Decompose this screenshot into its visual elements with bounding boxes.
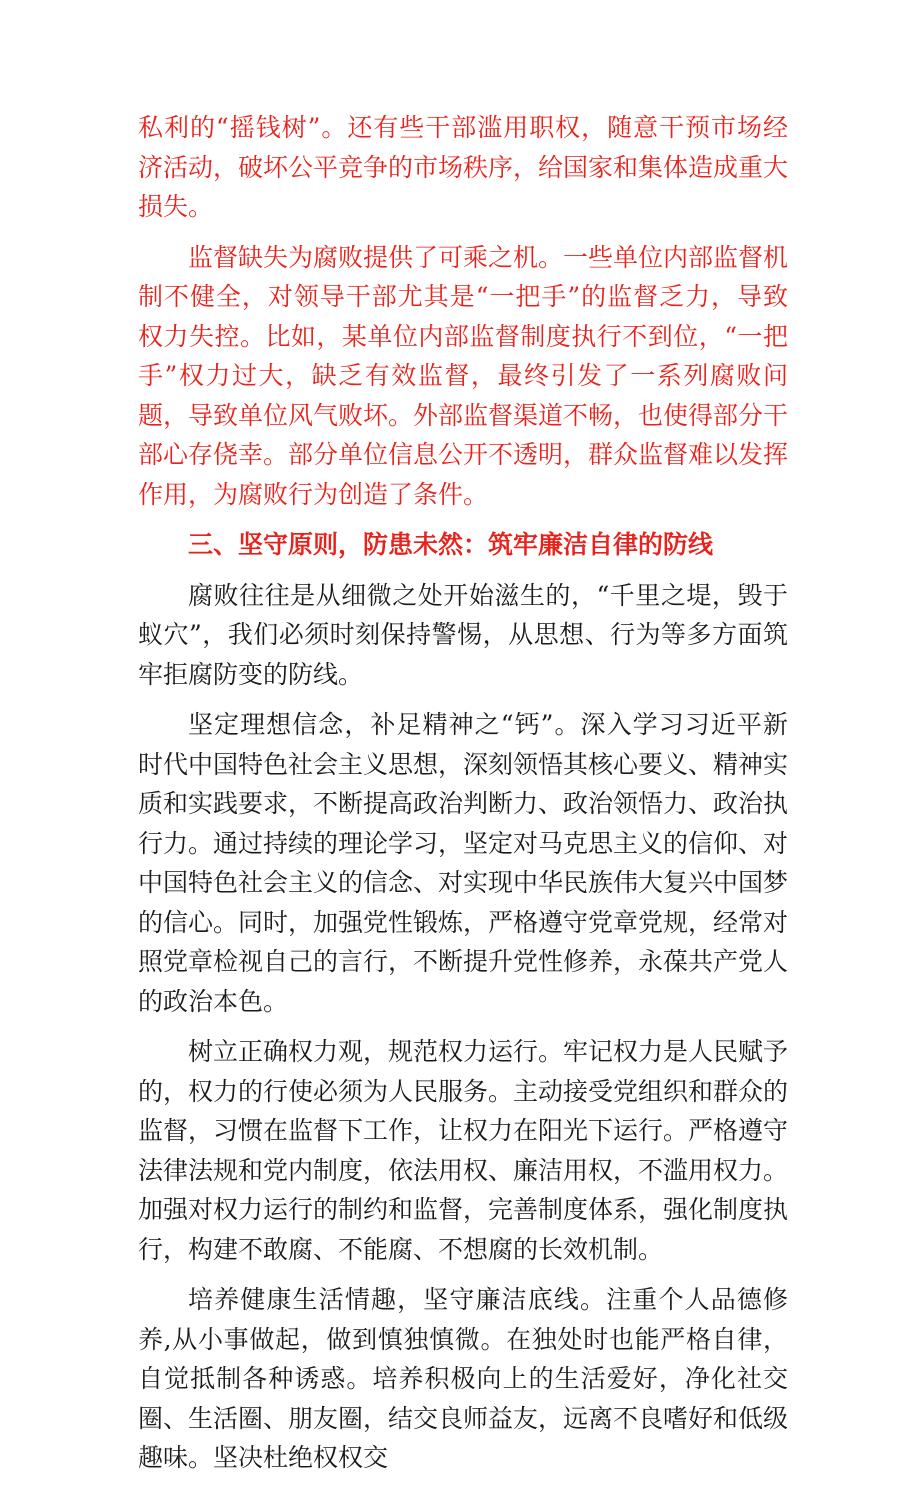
document-body: [138, 108, 788, 1489]
paragraph-supervision-gap: 监督缺失为腐败提供了可乘之机。一些单位内部监督机制不健全，对领导干部尤其是“一把手”的监督乏力，导致权力失控。比如，某单位内部监督制度执行不到位，“一把手”权力过大，缺乏有效监督，最终引发了一系列腐败问题，导致单位风气败坏。外部监督渠道不畅，也使得部分干部心存侥幸。部分单位信息公开不透明，群众监督难以发挥作用，为腐败行为创造了条件。: [138, 242, 789, 509]
paragraph-healthy-life: 培养健康生活情趣，坚守廉洁底线。注重个人品德修养,从小事做起，做到慎独慎微。在独处时也能严格自律，自觉抵制各种诱惑。培养积极向上的生活爱好，净化社交圈、生活圈、朋友圈，结交良师益友，远离不良嗜好和低级趣味。坚决杜绝权权交: [138, 1285, 789, 1472]
section-heading: 三、坚守原则，防患未然：筑牢廉洁自律的防线: [188, 530, 714, 559]
paragraph-prevention-intro: 腐败往往是从细微之处开始滋生的，“千里之堤，毁于蚁穴”，我们必须时刻保持警惕，从思想、行为等多方面筑牢拒腐防变的防线。: [138, 580, 788, 689]
paragraph-ideals-beliefs: 坚定理想信念，补足精神之“钙”。深入学习习近平新时代中国特色社会主义思想，深刻领悟其核心要义、精神实质和实践要求，不断提高政治判断力、政治领悟力、政治执行力。通过持续的理论学习，坚定对马克思主义的信仰、对中国特色社会主义的信念、对实现中华民族伟大复兴中国梦的信心。同时，加强党性锻炼，严格遵守党章党规，经常对照党章检视自己的言行，不断提升党性修养，永葆共产党人的政治本色。: [138, 710, 789, 1016]
paragraph-power-view: 树立正确权力观，规范权力运行。牢记权力是人民赋予的，权力的行使必须为人民服务。主动接受党组织和群众的监督，习惯在监督下工作，让权力在阳光下运行。严格遵守法律法规和党内制度，依法用权、廉洁用权，不滥用权力。加强对权力运行的制约和监督，完善制度体系，强化制度执行，构建不敢腐、不能腐、不想腐的长效机制。: [138, 1037, 789, 1264]
paragraph-continuation: 私利的“摇钱树”。还有些干部滥用职权，随意干预市场经济活动，破坏公平竞争的市场秩序，给国家和集体造成重大损失。: [138, 113, 789, 221]
